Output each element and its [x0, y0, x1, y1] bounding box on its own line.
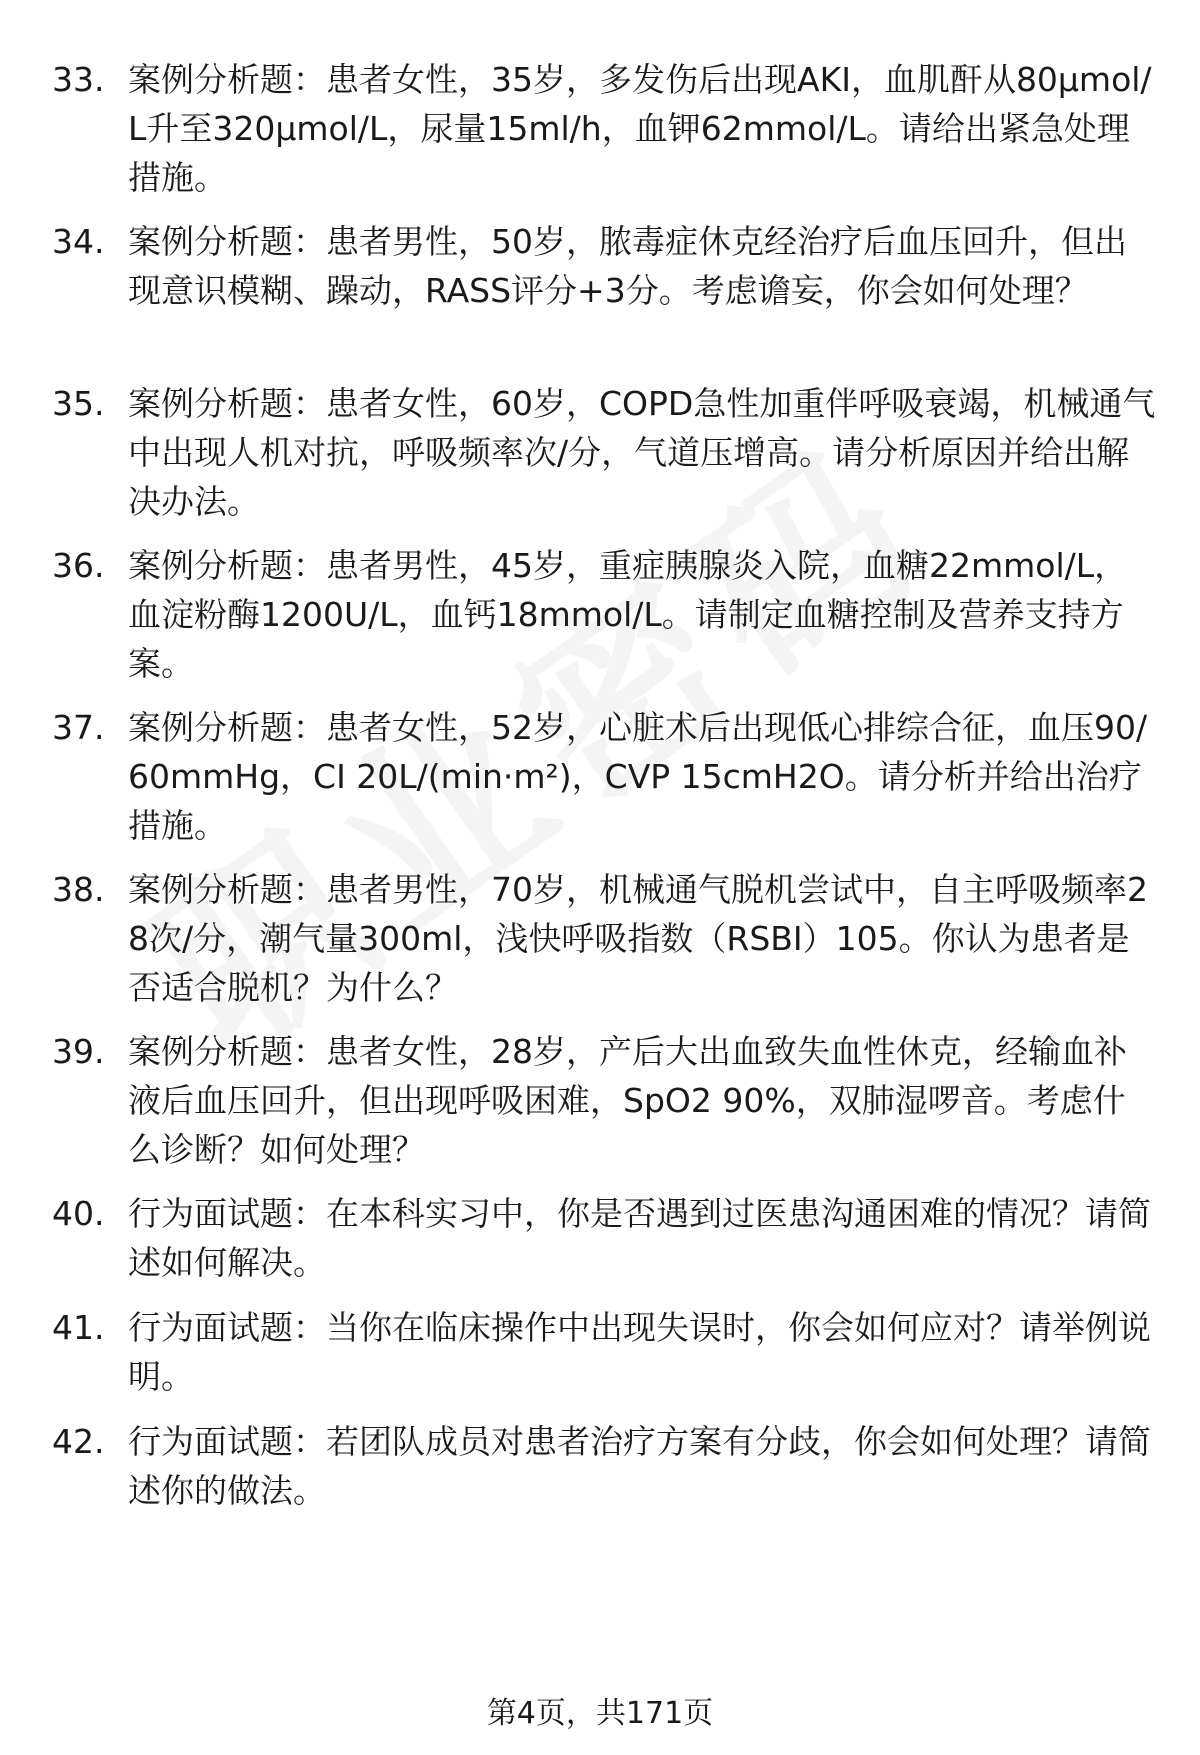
- question-text: 案例分析题：患者女性，35岁，多发伤后出现AKI，血肌酐从80μmol/L升至320μmol/L，尿量15ml/h，血钾62mmol/L。请给出紧急处理措施。: [128, 60, 1152, 197]
- question-text: 案例分析题：患者男性，50岁，脓毒症休克经治疗后血压回升，但出现意识模糊、躁动，RASS评分+3分。考虑谵妄，你会如何处理？: [128, 222, 1127, 310]
- page-footer: 第4页，共171页: [486, 1696, 714, 1731]
- question-number: 34.: [52, 222, 105, 261]
- question-item: [52, 1189, 1162, 1287]
- question-item: [52, 1417, 1162, 1515]
- question-number: 41.: [52, 1308, 105, 1347]
- question-number: 39.: [52, 1032, 105, 1071]
- question-number: 35.: [52, 384, 105, 423]
- question-item: [52, 541, 1162, 688]
- question-number: 37.: [52, 708, 105, 747]
- question-text: 行为面试题：当你在临床操作中出现失误时，你会如何应对？请举例说明。: [128, 1308, 1151, 1396]
- question-item: [52, 379, 1162, 526]
- question-text: 案例分析题：患者男性，70岁，机械通气脱机尝试中，自主呼吸频率28次/分，潮气量300ml，浅快呼吸指数（RSBI）105。你认为患者是否适合脱机？为什么？: [128, 870, 1148, 1007]
- question-number: 40.: [52, 1194, 105, 1233]
- question-number: 36.: [52, 546, 105, 585]
- question-item: [52, 703, 1162, 850]
- question-number: 42.: [52, 1422, 105, 1461]
- question-text: 案例分析题：患者男性，45岁，重症胰腺炎入院，血糖22mmol/L，血淀粉酶1200U/L，血钙18mmol/L。请制定血糖控制及营养支持方案。: [128, 546, 1128, 683]
- question-item: [52, 55, 1162, 202]
- question-text: 案例分析题：患者女性，28岁，产后大出血致失血性休克，经输血补液后血压回升，但出现呼吸困难，SpO2 90%，双肺湿啰音。考虑什么诊断？如何处理？: [128, 1032, 1127, 1169]
- question-item: [52, 865, 1162, 1012]
- question-item: [52, 1303, 1162, 1401]
- question-text: 行为面试题：若团队成员对患者治疗方案有分歧，你会如何处理？请简述你的做法。: [128, 1422, 1151, 1510]
- question-number: 33.: [52, 60, 105, 99]
- question-text: 行为面试题：在本科实习中，你是否遇到过医患沟通困难的情况？请简述如何解决。: [128, 1194, 1151, 1282]
- question-number: 38.: [52, 870, 105, 909]
- question-text: 案例分析题：患者女性，52岁，心脏术后出现低心排综合征，血压90/60mmHg，CI 20L/(min·m²)，CVP 15cmH2O。请分析并给出治疗措施。: [128, 708, 1148, 845]
- question-item: [52, 217, 1162, 315]
- question-text: 案例分析题：患者女性，60岁，COPD急性加重伴呼吸衰竭，机械通气中出现人机对抗，呼吸频率次/分，气道压增高。请分析原因并给出解决办法。: [128, 384, 1156, 521]
- question-item: [52, 1027, 1162, 1174]
